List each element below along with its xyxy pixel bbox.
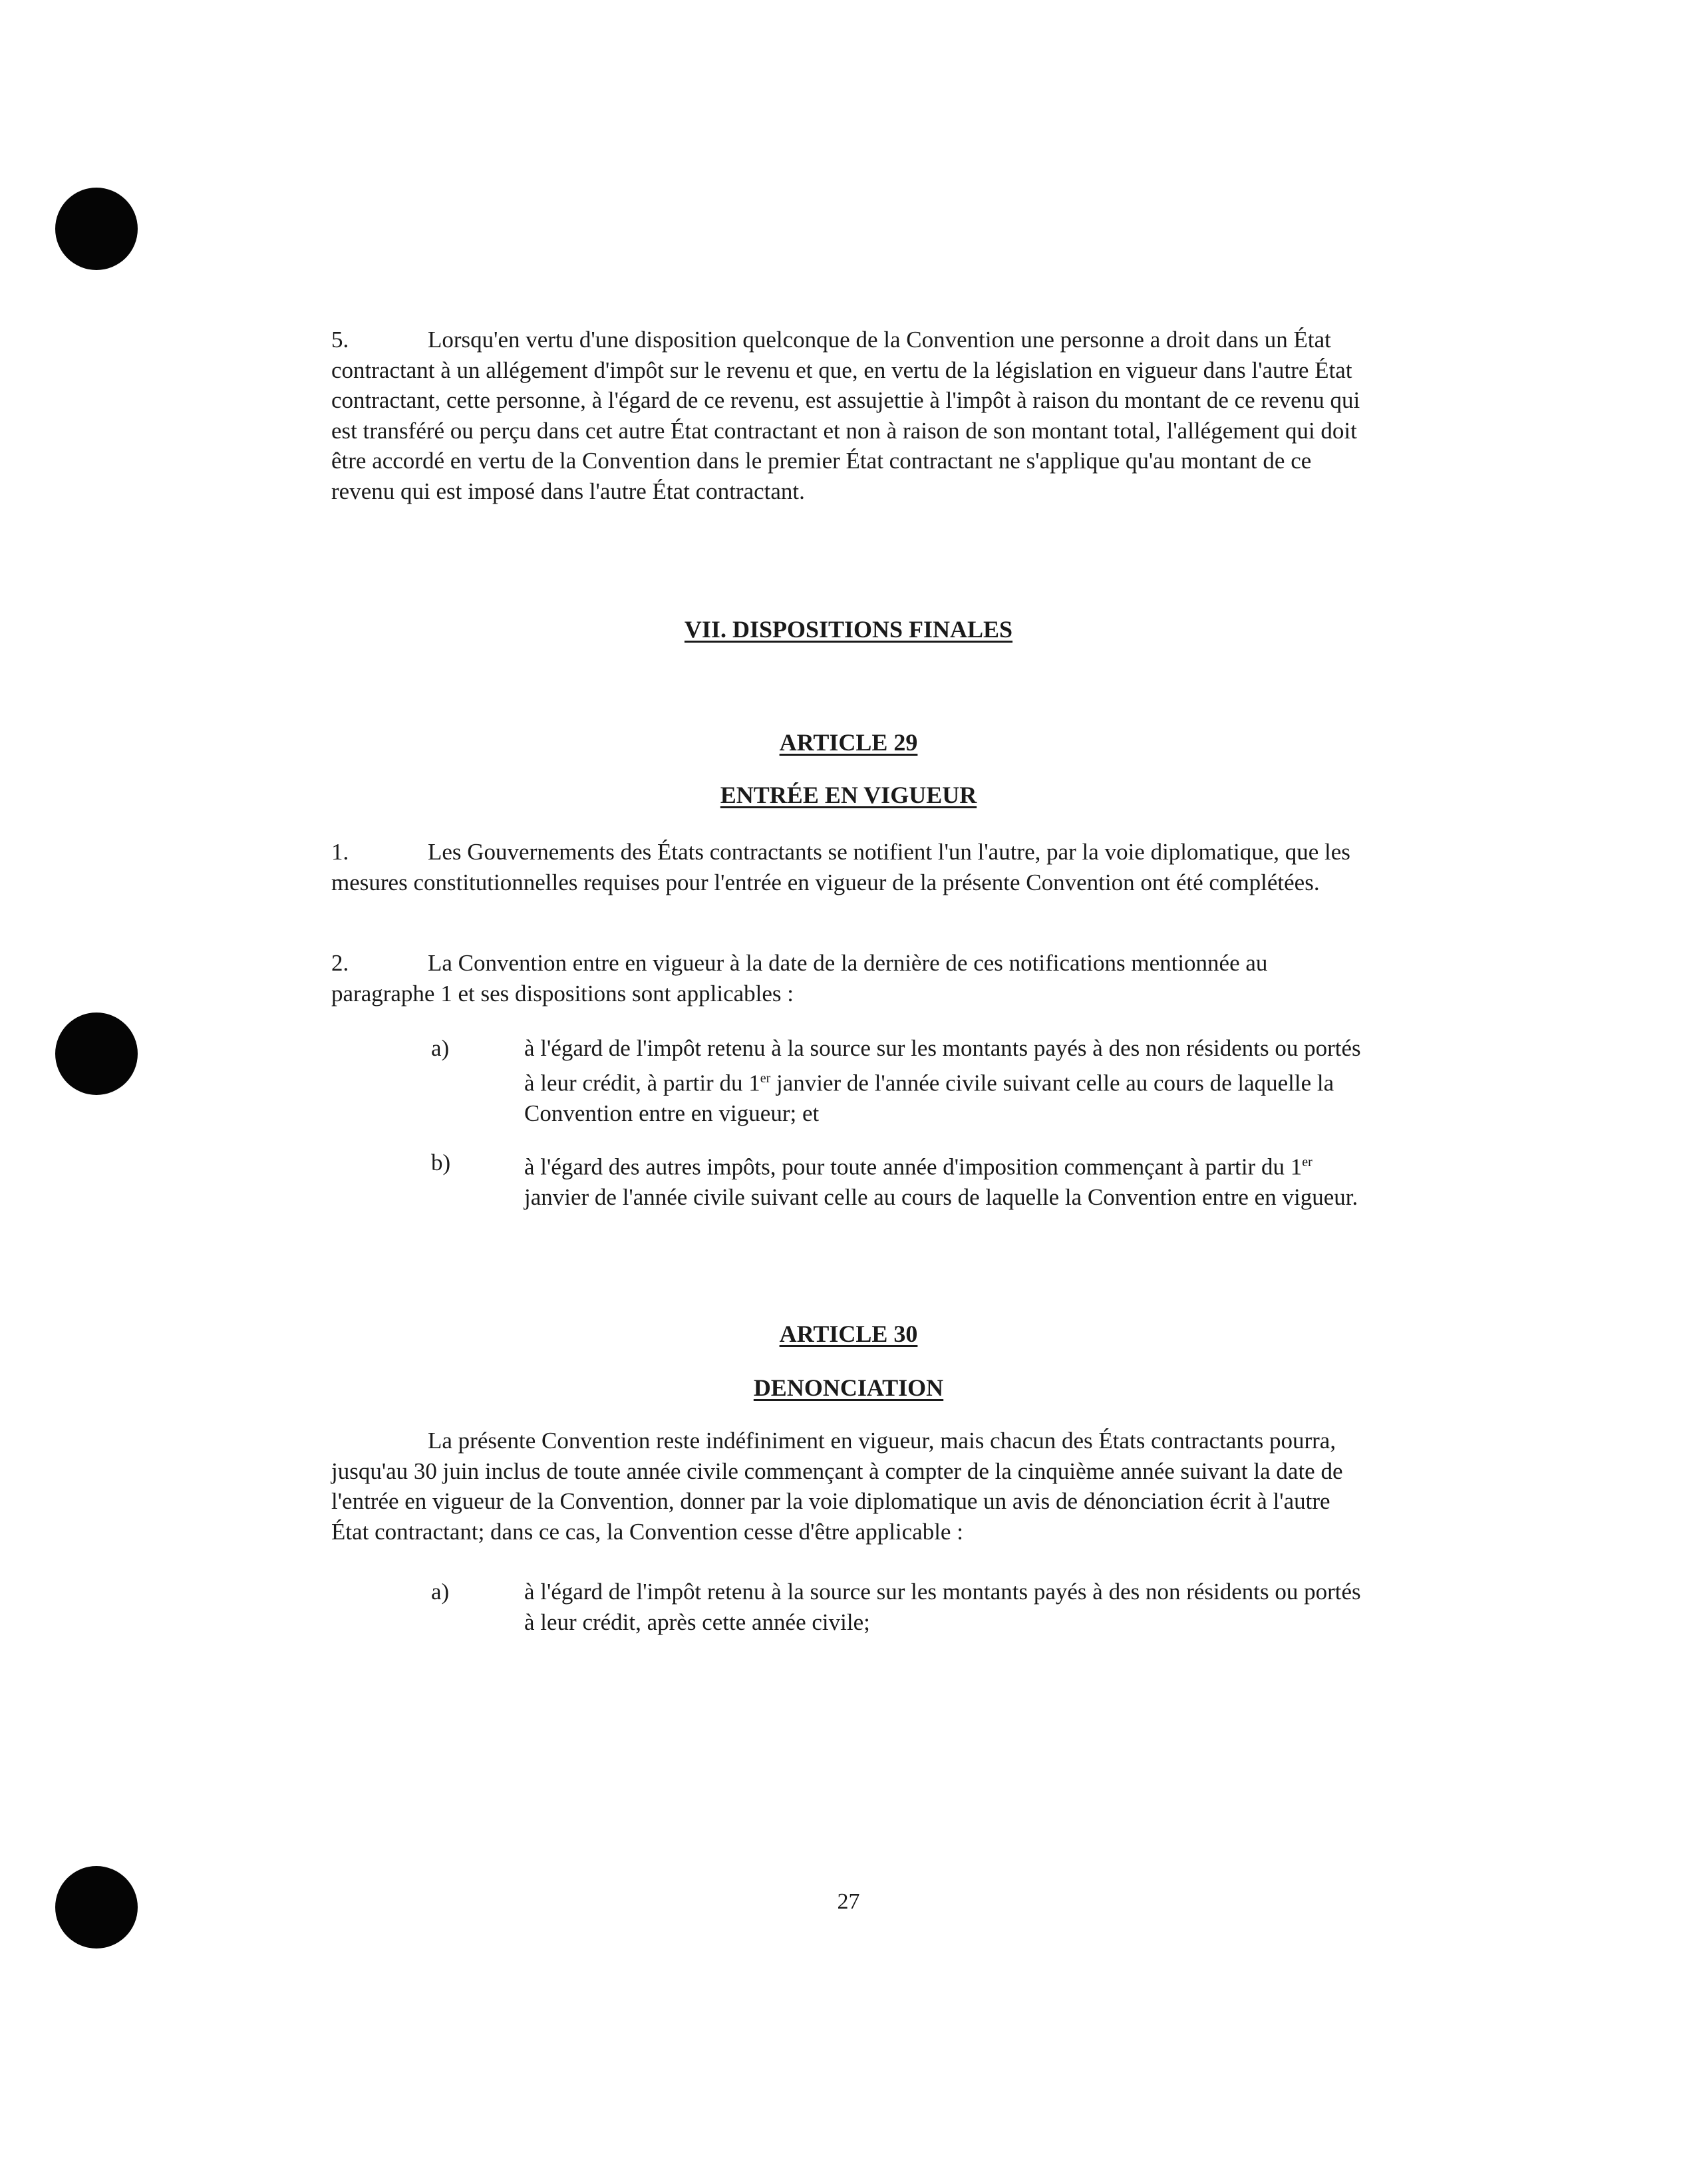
paragraph-text: La présente Convention reste indéfiniment en vigueur, mais chacun des États contractants pourra, jusqu'au 30 juin inclus de toute année civile commençant à compter de la cinquième année suivant la date de l'entrée en vigueur de la Convention, donner par la voie diplomatique un avis de dénonciation écrit à l'autre État contractant; dans ce cas, la Convention cesse d'être applicable : [331,1428,1343,1545]
paragraph-text: Les Gouvernements des États contractants se notifient l'un l'autre, par la voie diplomatique, que les mesures constitutionnelles requises pour l'entrée en vigueur de la présente Convention ont été complétées. [331,839,1350,895]
article-30-title: ARTICLE 30 [779,1321,918,1347]
item-text: à l'égard de l'impôt retenu à la source sur les montants payés à des non résidents ou portés à leur crédit, après cette année civile; [524,1579,1361,1635]
item-text: à l'égard des autres impôts, pour toute année d'imposition commençant à partir du 1er janvier de l'année civile suivant celle au cours de laquelle la Convention entre en vigueur. [524,1154,1358,1211]
article-29-paragraph-2 [331,948,1369,1009]
article-30-item-a [431,1577,1376,1637]
section-title: VII. DISPOSITIONS FINALES [684,616,1013,643]
paragraph-text: Lorsqu'en vertu d'une disposition quelconque de la Convention une personne a droit dans un État contractant à un allégement d'impôt sur le revenu et que, en vertu de la législation en vigueur dans l'autre État contractant, cette personne, à l'égard de ce revenu, est assujettie à l'impôt à raison du montant de ce revenu qui est transféré ou perçu dans cet autre État contractant et non à raison de son montant total, l'allégement qui doit être accordé en vertu de la Convention dans le premier État contractant ne s'applique qu'au montant de ce revenu qui est imposé dans l'autre État contractant. [331,327,1360,504]
page-number: 27 [837,1889,860,1914]
item-label: a) [431,1035,450,1061]
article-29-subtitle: ENTRÉE EN VIGUEUR [720,782,977,808]
article-29-title: ARTICLE 29 [779,729,918,756]
paragraph-text: La Convention entre en vigueur à la date de la dernière de ces notifications mentionnée au paragraphe 1 et ses dispositions sont applicables : [331,950,1268,1007]
punch-hole-top [55,188,138,270]
punch-hole-middle [55,1013,138,1095]
paragraph-5 [331,325,1369,506]
article-29-paragraph-1 [331,837,1369,897]
article-29-item-b [431,1148,1376,1213]
article-30-intro [331,1426,1369,1547]
article-29-item-a [431,1033,1376,1128]
article-30-subtitle: DENONCIATION [753,1374,944,1401]
item-text: à l'égard de l'impôt retenu à la source sur les montants payés à des non résidents ou portés à leur crédit, à partir du 1er janvier de l'année civile suivant celle au cours de laquelle la Convention entre en vigueur; et [524,1035,1361,1126]
item-label: b) [431,1150,451,1175]
paragraph-number: 2. [331,950,349,976]
paragraph-number: 5. [331,327,349,353]
paragraph-number: 1. [331,839,349,865]
item-label: a) [431,1579,450,1605]
